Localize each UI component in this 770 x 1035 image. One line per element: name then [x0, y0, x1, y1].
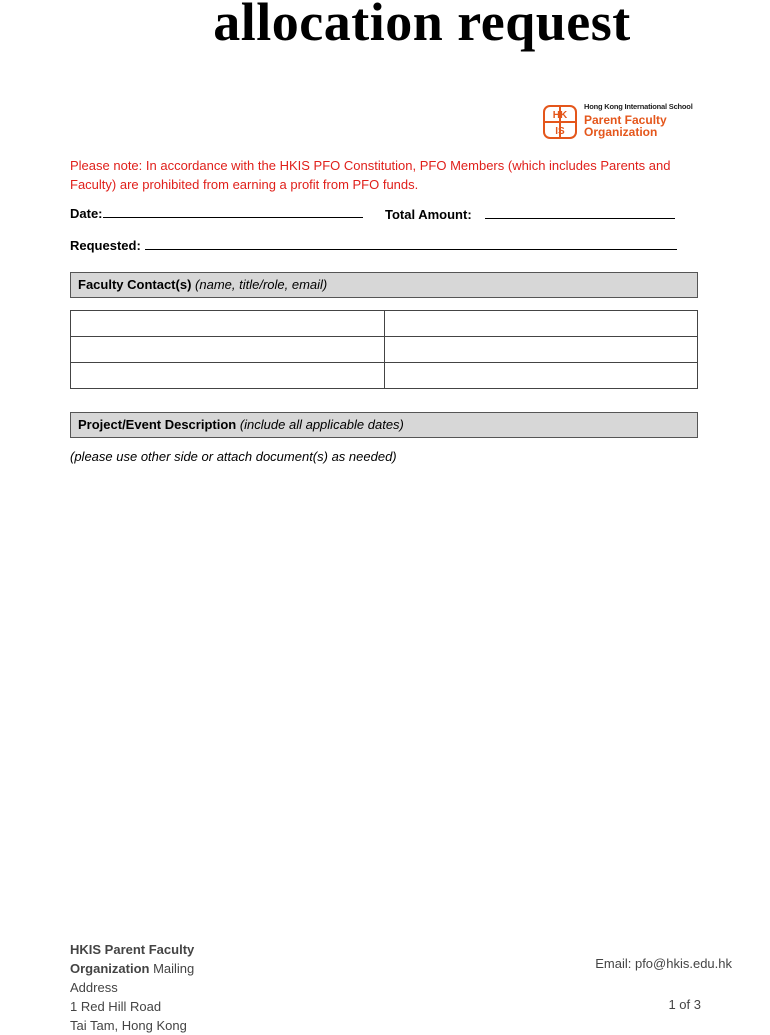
total-amount-field[interactable] [385, 206, 675, 222]
contact-cell[interactable] [71, 363, 385, 389]
total-amount-label: Total Amount: [385, 207, 472, 222]
contact-cell[interactable] [384, 337, 698, 363]
contact-cell[interactable] [384, 311, 698, 337]
faculty-contacts-heading: Faculty Contact(s) (name, title/role, email) [70, 272, 698, 298]
footer-email: Email: pfo@hkis.edu.hk [595, 956, 732, 971]
svg-text:HK: HK [552, 110, 568, 121]
total-amount-blank[interactable] [485, 206, 675, 219]
contact-cell[interactable] [71, 311, 385, 337]
faculty-contacts-table [70, 310, 698, 389]
logo-org-line2: Organization [584, 125, 658, 139]
pfo-logo [542, 102, 702, 142]
table-row [71, 311, 698, 337]
page-title: allocation request [213, 0, 631, 52]
requested-field[interactable] [70, 237, 677, 253]
date-field[interactable] [70, 205, 363, 221]
table-row [71, 337, 698, 363]
contact-cell[interactable] [384, 363, 698, 389]
date-label: Date: [70, 206, 103, 221]
profit-note: Please note: In accordance with the HKIS PFO Constitution, PFO Members (which includes Parents and Faculty) are prohibited from earning a profit from PFO funds. [70, 158, 671, 192]
date-blank[interactable] [103, 205, 363, 218]
requested-blank[interactable] [145, 237, 677, 250]
hkis-seal-icon [542, 104, 578, 140]
table-row [71, 363, 698, 389]
logo-school-name: Hong Kong International School [584, 102, 693, 111]
svg-text:IS: IS [555, 126, 565, 137]
footer-address: HKIS Parent Faculty Organization Mailing Address 1 Red Hill Road Tai Tam, Hong Kong [70, 942, 195, 1033]
page-number: 1 of 3 [668, 997, 701, 1012]
logo-org-line1: Parent Faculty [584, 113, 667, 127]
contact-cell[interactable] [71, 337, 385, 363]
project-description-heading: Project/Event Description (include all applicable dates) [70, 412, 698, 438]
requested-label: Requested: [70, 238, 141, 253]
attach-hint: (please use other side or attach document(s) as needed) [70, 449, 397, 464]
